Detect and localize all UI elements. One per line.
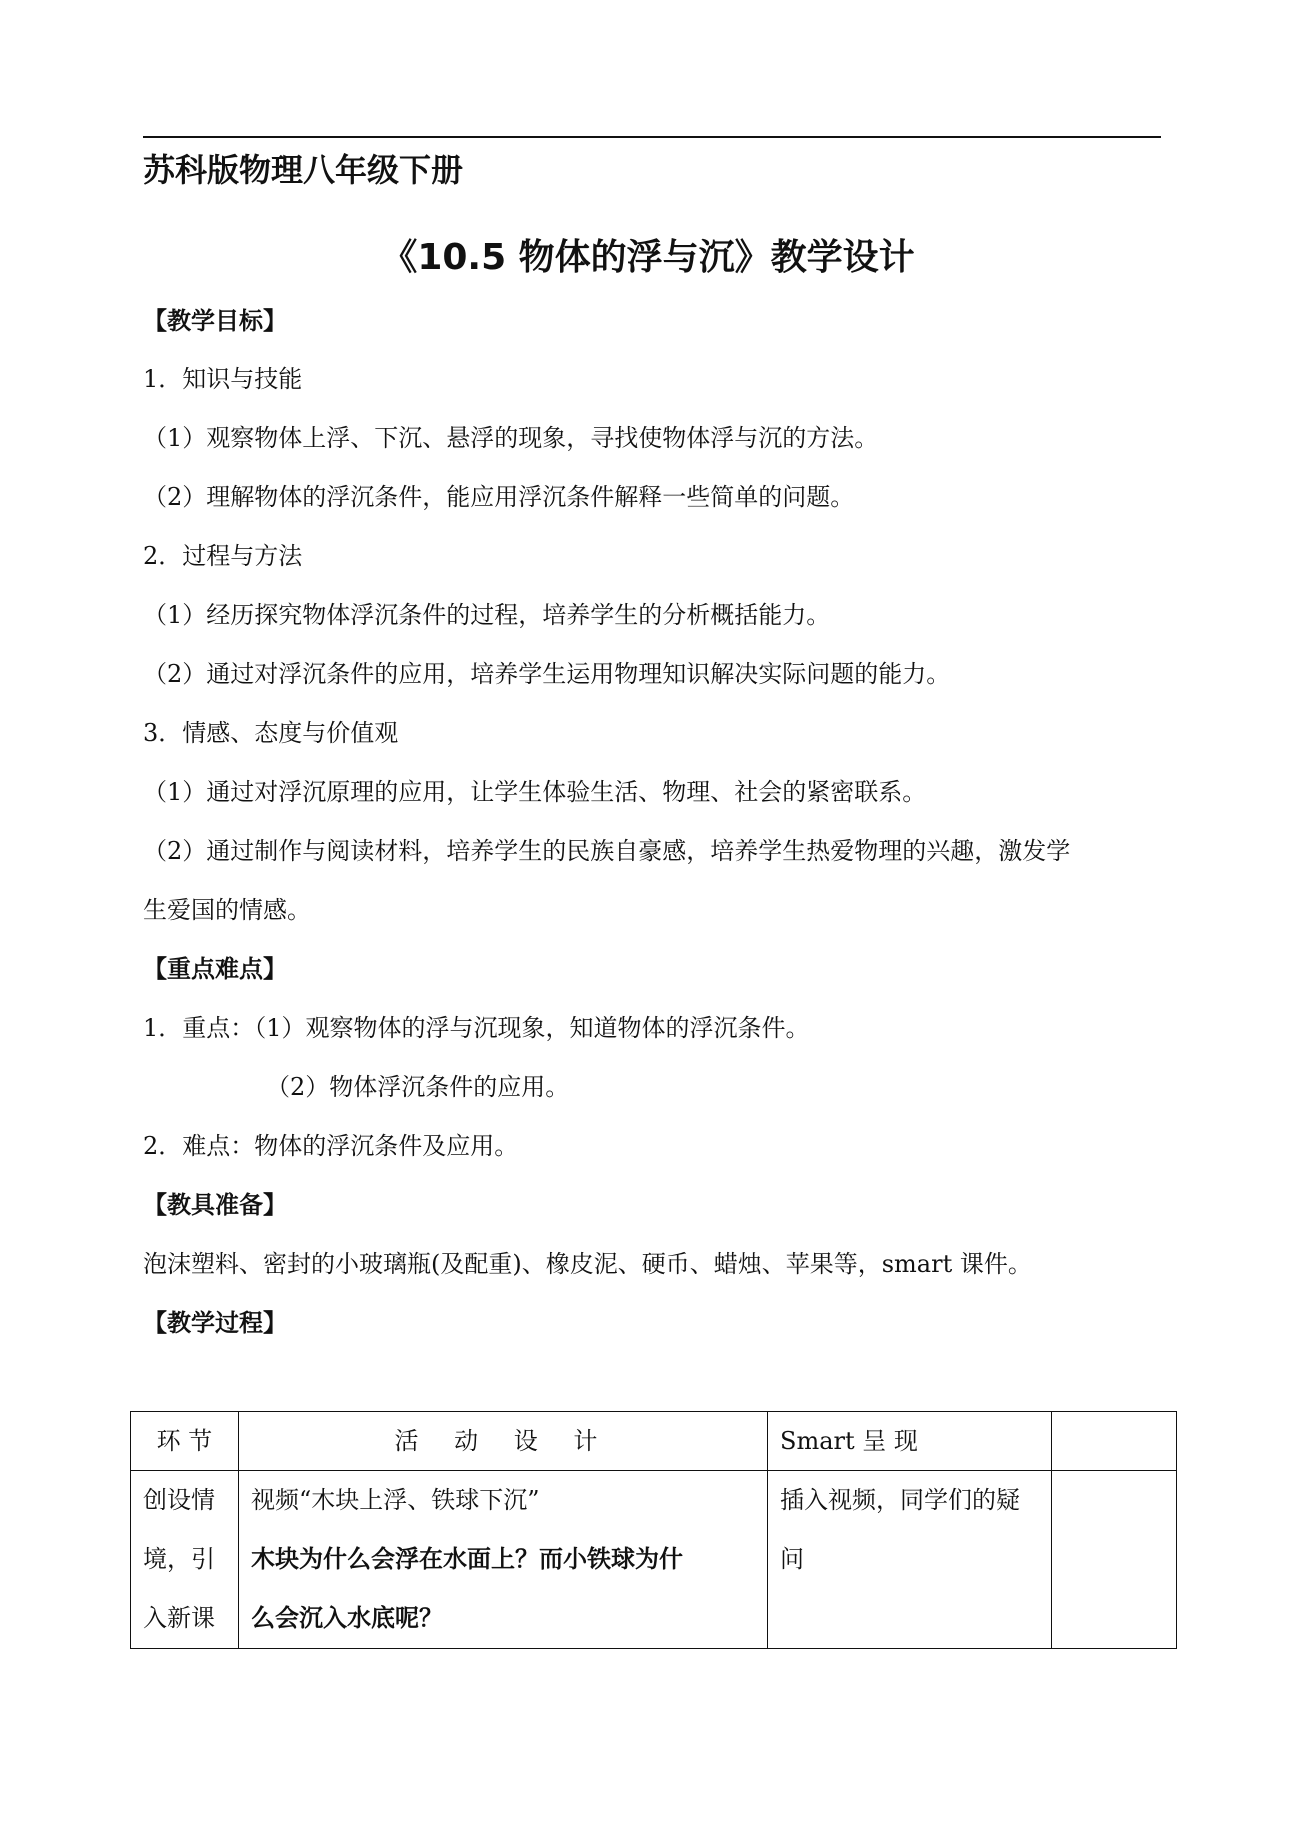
- row1-stage-line: 境，引: [143, 1545, 215, 1573]
- header-stage: 环 节: [131, 1412, 239, 1471]
- materials-text: 泡沫塑料、密封的小玻璃瓶(及配重)、橡皮泥、硬币、蜡烛、苹果等，smart 课件。: [143, 1250, 1032, 1278]
- objective-values-item-1: （1）通过对浮沉原理的应用，让学生体验生活、物理、社会的紧密联系。: [143, 778, 927, 806]
- header-activity-label: 活 动 设 计: [394, 1427, 612, 1455]
- row1-smart-line2: 问: [780, 1545, 804, 1573]
- row1-stage-line: 入新课: [143, 1604, 215, 1632]
- table-row: [131, 1471, 1177, 1649]
- process-heading: 【教学过程】: [143, 1309, 287, 1337]
- lesson-process-table: [130, 1411, 1177, 1649]
- row1-activity-question-line2: 么会沉入水底呢？: [251, 1604, 443, 1632]
- row1-stage: [131, 1471, 239, 1649]
- row1-extra: [1052, 1471, 1177, 1649]
- table-header-row: [131, 1412, 1177, 1471]
- row1-stage-line: 创设情: [143, 1486, 215, 1514]
- focus-point-1: 1．重点：（1）观察物体的浮与沉现象，知道物体的浮沉条件。: [143, 1014, 810, 1042]
- objective-values-item-2-line2: 生爱国的情感。: [143, 896, 311, 924]
- series-title: 苏科版物理八年级下册: [143, 151, 464, 189]
- objective-knowledge-item-2: （2）理解物体的浮沉条件，能应用浮沉条件解释一些简单的问题。: [143, 483, 855, 511]
- row1-activity-question-line1: 木块为什么会浮在水面上？而小铁球为什: [251, 1545, 683, 1573]
- objective-knowledge-item-1: （1）观察物体上浮、下沉、悬浮的现象，寻找使物体浮与沉的方法。: [143, 424, 879, 452]
- row1-activity: [239, 1471, 768, 1649]
- difficulty-point: 2．难点：物体的浮沉条件及应用。: [143, 1132, 519, 1160]
- key-points-heading: 【重点难点】: [143, 955, 287, 983]
- header-activity: [239, 1412, 768, 1471]
- objective-process-item-1: （1）经历探究物体浮沉条件的过程，培养学生的分析概括能力。: [143, 601, 831, 629]
- objective-process-title: 2．过程与方法: [143, 542, 303, 570]
- row1-smart: [768, 1471, 1052, 1649]
- header-rule: [143, 136, 1161, 138]
- header-extra: [1052, 1412, 1177, 1471]
- header-smart: Smart 呈 现: [768, 1412, 1052, 1471]
- focus-point-2: （2）物体浮沉条件的应用。: [266, 1073, 570, 1101]
- objective-values-title: 3．情感、态度与价值观: [143, 719, 399, 747]
- objective-process-item-2: （2）通过对浮沉条件的应用，培养学生运用物理知识解决实际问题的能力。: [143, 660, 951, 688]
- materials-heading: 【教具准备】: [143, 1191, 287, 1219]
- objectives-heading: 【教学目标】: [143, 307, 287, 335]
- row1-activity-line: 视频“木块上浮、铁球下沉”: [251, 1486, 540, 1514]
- objective-values-item-2-line1: （2）通过制作与阅读材料，培养学生的民族自豪感，培养学生热爱物理的兴趣，激发学: [143, 837, 1071, 865]
- document-title: 《10.5 物体的浮与沉》教学设计: [381, 237, 915, 278]
- row1-smart-line1: 插入视频，同学们的疑: [780, 1486, 1020, 1514]
- objective-knowledge-title: 1．知识与技能: [143, 365, 303, 393]
